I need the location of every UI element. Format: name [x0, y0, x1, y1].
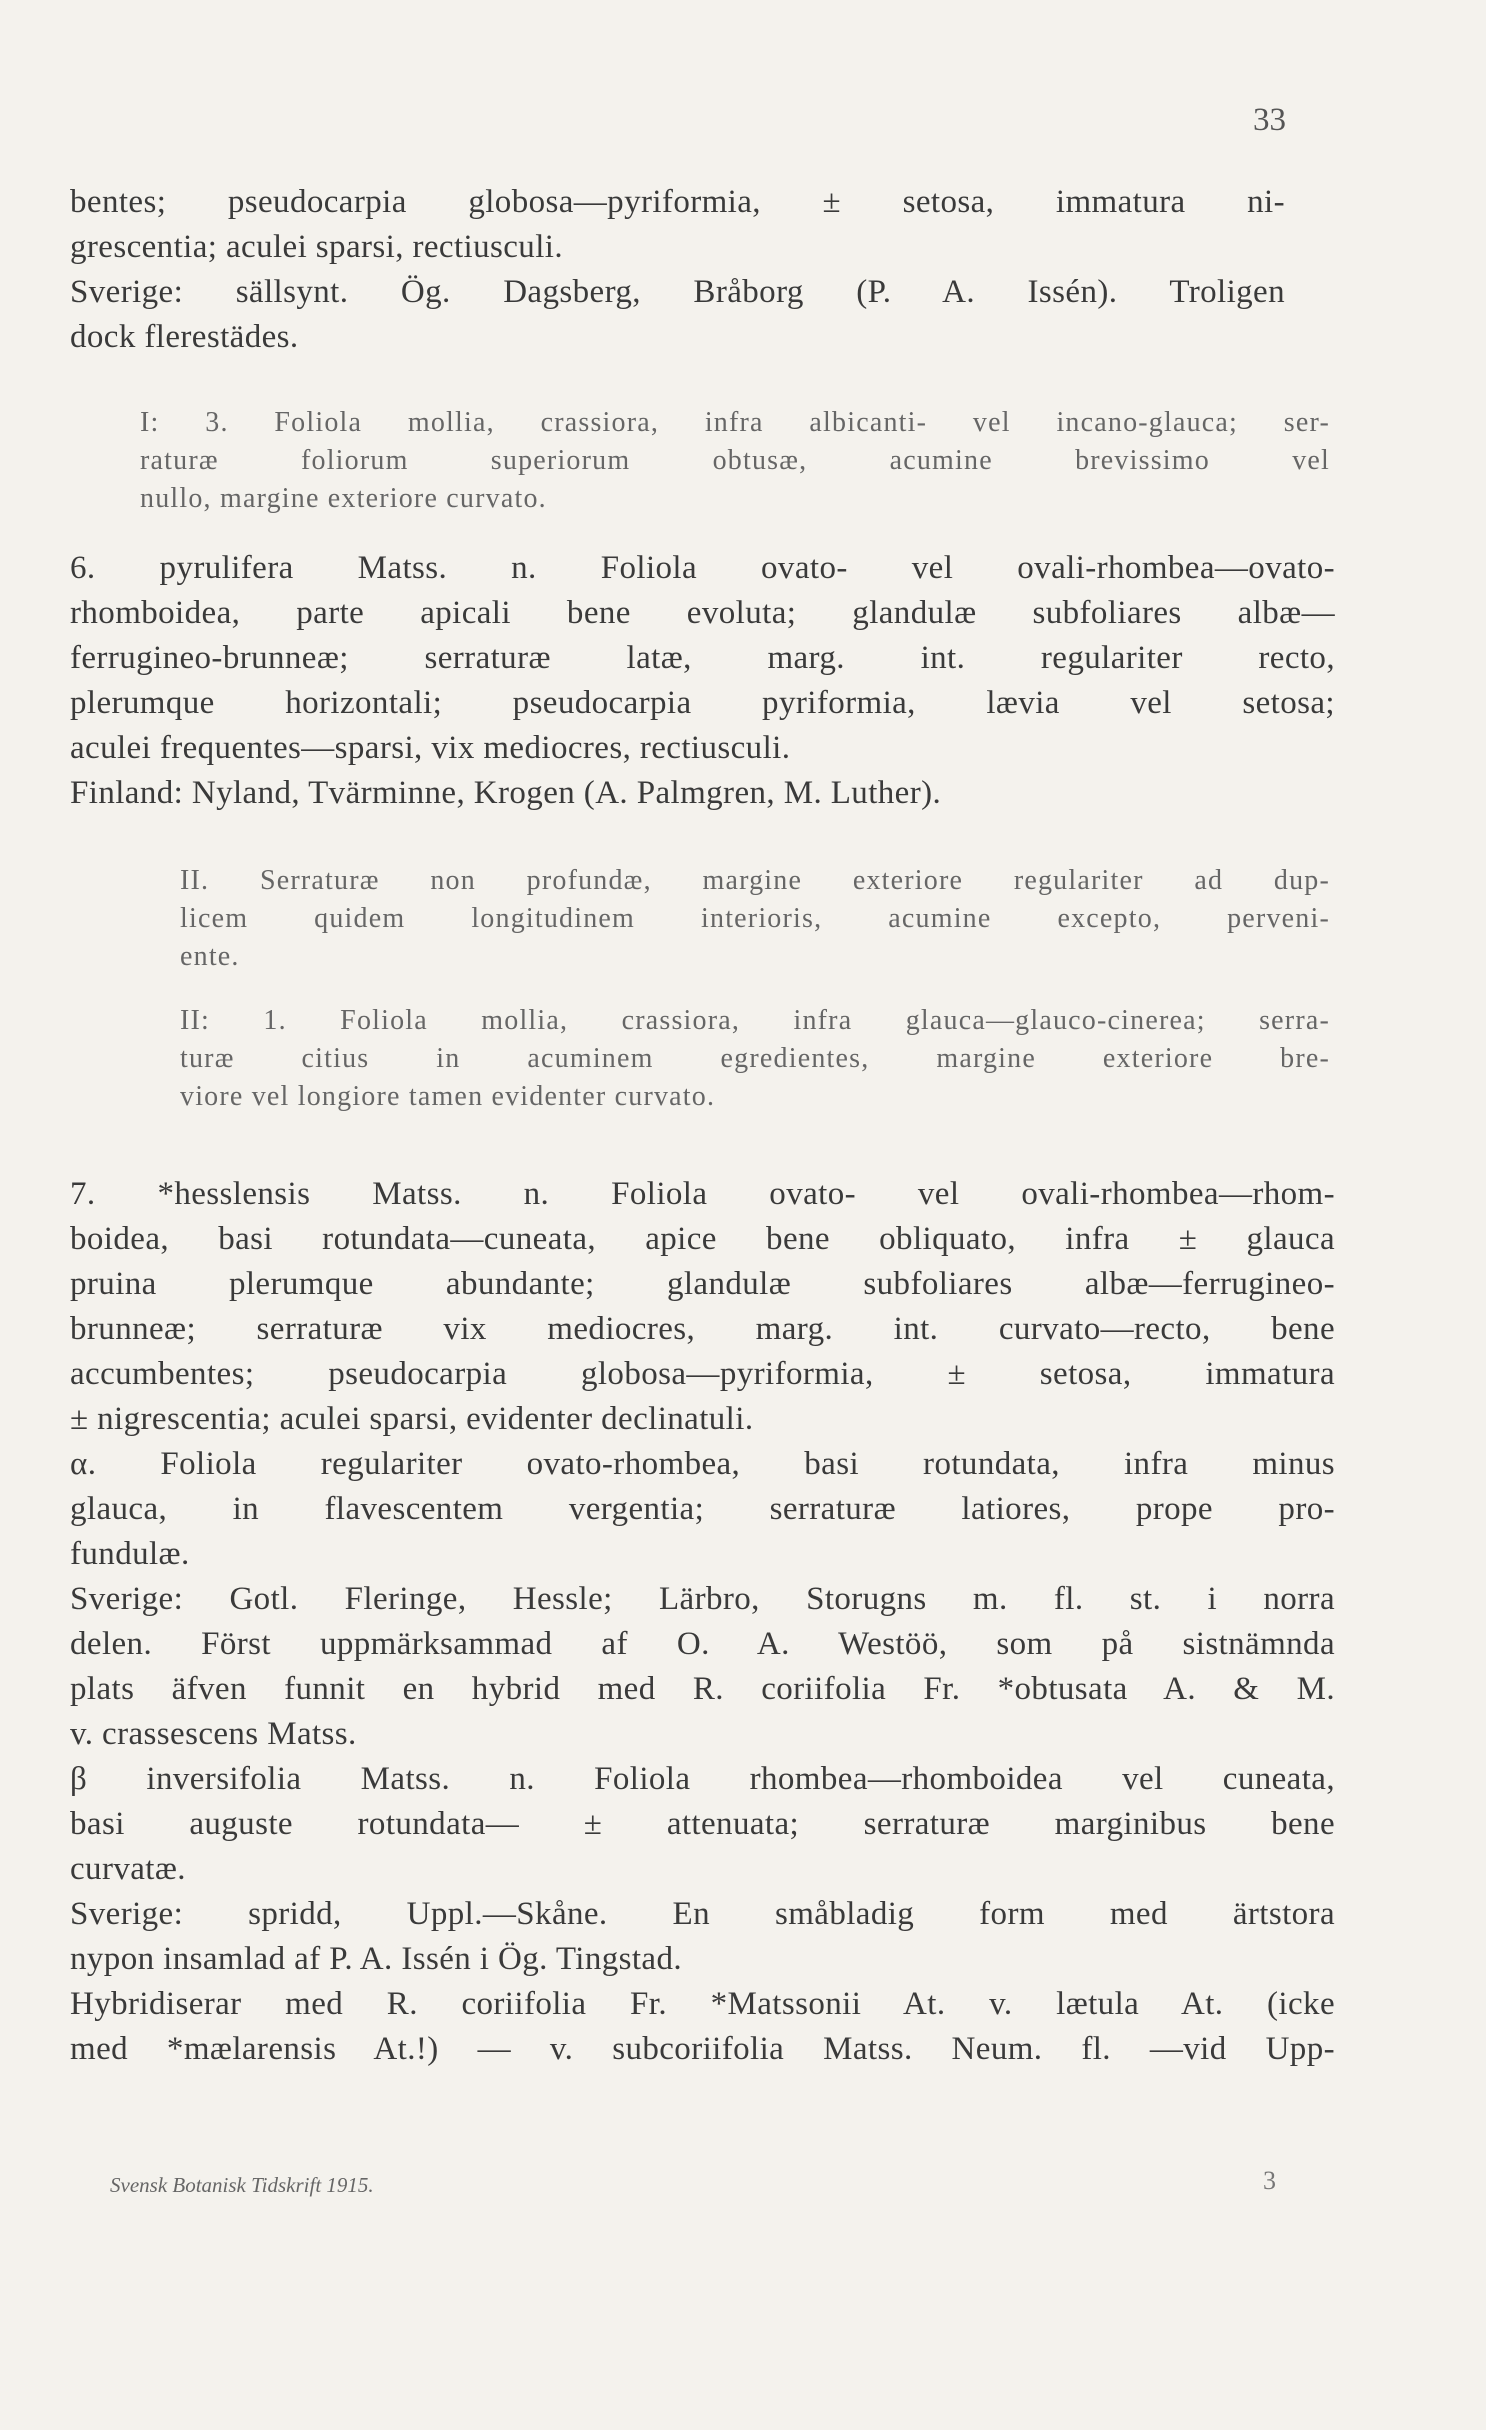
text-line: raturæ foliorum superiorum obtusæ, acumine brevissimo vel [140, 445, 1330, 476]
text-line: ferrugineo-brunneæ; serraturæ latæ, marg. int. regulariter recto, [70, 640, 1335, 676]
text-line: med *mælarensis At.!) — v. subcoriifolia Matss. Neum. fl. —vid Upp- [70, 2031, 1335, 2067]
journal-footer: Svensk Botanisk Tidskrift 1915. [110, 2173, 374, 2197]
key-entry-I3 [140, 404, 1330, 518]
text-line: Sverige: sällsynt. Ög. Dagsberg, Bråborg (P. A. Issén). Troligen [70, 274, 1285, 310]
text-line: α. Foliola regulariter ovato-rhombea, basi rotundata, infra minus [70, 1446, 1335, 1482]
text-line: fundulæ. [70, 1536, 190, 1572]
text-line: plats äfven funnit en hybrid med R. coriifolia Fr. *obtusata A. & M. [70, 1671, 1335, 1707]
signature-mark: 3 [1263, 2166, 1276, 2195]
text-line: pruina plerumque abundante; glandulæ subfoliares albæ—ferrugineo- [70, 1266, 1335, 1302]
text-line: dock flerestädes. [70, 319, 299, 355]
text-line: v. crassescens Matss. [70, 1716, 357, 1752]
text-line: Sverige: Gotl. Fleringe, Hessle; Lärbro, Storugns m. fl. st. i norra [70, 1581, 1335, 1617]
text-line: brunneæ; serraturæ vix mediocres, marg. int. curvato—recto, bene [70, 1311, 1335, 1347]
text-line: delen. Först uppmärksammad af O. A. Westöö, som på sistnämnda [70, 1626, 1335, 1662]
text-line: ente. [180, 941, 240, 972]
text-line: accumbentes; pseudocarpia globosa—pyriformia, ± setosa, immatura [70, 1356, 1335, 1392]
text-line: nullo, margine exteriore curvato. [140, 483, 547, 514]
page-number: 33 [1253, 102, 1286, 138]
text-line: turæ citius in acuminem egredientes, margine exteriore bre- [180, 1043, 1330, 1074]
text-line: plerumque horizontali; pseudocarpia pyriformia, lævia vel setosa; [70, 685, 1335, 721]
taxon-pyrulifera [70, 546, 1335, 816]
text-line: licem quidem longitudinem interioris, acumine excepto, perveni- [180, 903, 1330, 934]
text-line: basi auguste rotundata— ± attenuata; serraturæ marginibus bene [70, 1806, 1335, 1842]
text-line: grescentia; aculei sparsi, rectiusculi. [70, 229, 563, 265]
text-line: Finland: Nyland, Tvärminne, Krogen (A. Palmgren, M. Luther). [70, 775, 942, 811]
text-line: 7. *hesslensis Matss. n. Foliola ovato- vel ovali-rhombea—rhom- [70, 1176, 1335, 1212]
text-line: boidea, basi rotundata—cuneata, apice bene obliquato, infra ± glauca [70, 1221, 1335, 1257]
text-line: β inversifolia Matss. n. Foliola rhombea—rhomboidea vel cuneata, [70, 1761, 1335, 1797]
text-line: glauca, in flavescentem vergentia; serraturæ latiores, prope pro- [70, 1491, 1335, 1527]
text-line: II. Serraturæ non profundæ, margine exteriore regulariter ad dup- [180, 865, 1330, 896]
taxon-hesslensis [70, 1172, 1335, 2072]
text-line: aculei frequentes—sparsi, vix mediocres, rectiusculi. [70, 730, 791, 766]
text-line: Hybridiserar med R. coriifolia Fr. *Matssonii At. v. lætula At. (icke [70, 1986, 1335, 2022]
text-line: ± nigrescentia; aculei sparsi, evidenter declinatuli. [70, 1401, 754, 1437]
text-line: bentes; pseudocarpia globosa—pyriformia, ± setosa, immatura ni- [70, 184, 1285, 220]
text-line: Sverige: spridd, Uppl.—Skåne. En småbladig form med ärtstora [70, 1896, 1335, 1932]
text-line: I: 3. Foliola mollia, crassiora, infra albicanti- vel incano-glauca; ser- [140, 407, 1330, 438]
key-entry-II [180, 862, 1330, 976]
text-line: 6. pyrulifera Matss. n. Foliola ovato- vel ovali-rhombea—ovato- [70, 550, 1335, 586]
text-line: curvatæ. [70, 1851, 186, 1887]
text-line: nypon insamlad af P. A. Issén i Ög. Tingstad. [70, 1941, 683, 1977]
paragraph-continuation [70, 180, 1285, 360]
text-line: viore vel longiore tamen evidenter curvato. [180, 1081, 716, 1112]
text-line: II: 1. Foliola mollia, crassiora, infra glauca—glauco-cinerea; serra- [180, 1005, 1330, 1036]
key-entry-II1 [180, 1002, 1330, 1116]
text-line: rhomboidea, parte apicali bene evoluta; glandulæ subfoliares albæ— [70, 595, 1335, 631]
